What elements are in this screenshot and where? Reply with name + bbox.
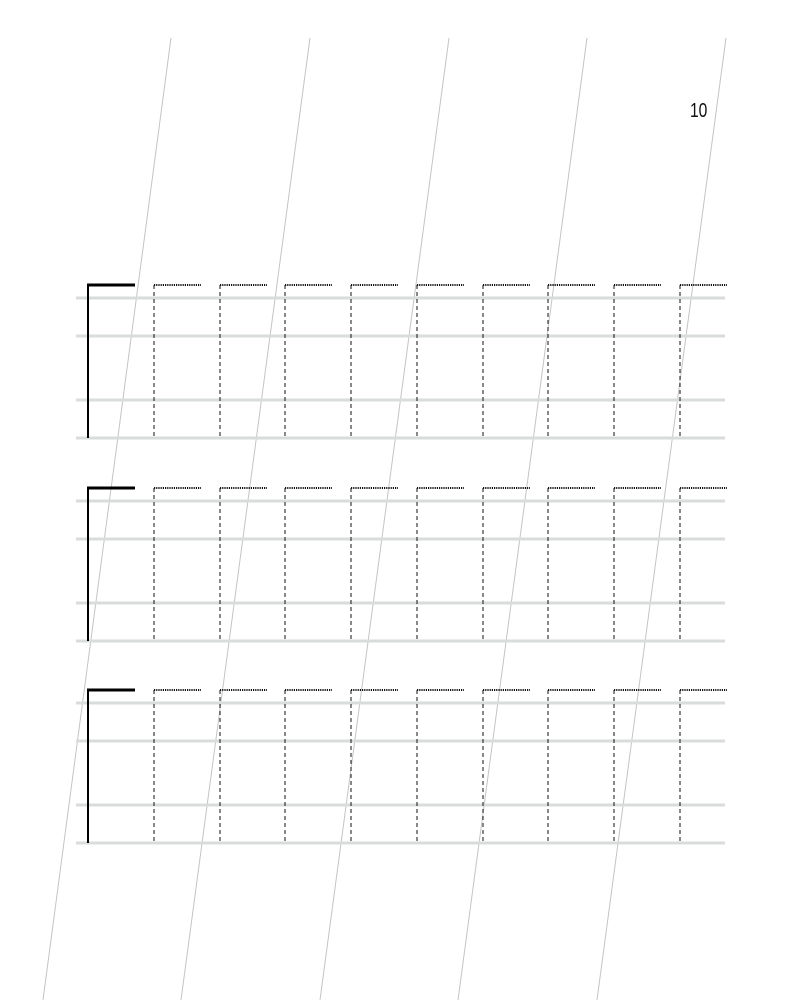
tracing-box	[154, 488, 201, 641]
tracing-box	[285, 285, 332, 438]
tracing-box	[680, 690, 727, 843]
tracing-box	[548, 285, 595, 438]
tracing-box	[351, 690, 398, 843]
tracing-box	[285, 690, 332, 843]
tracing-box	[614, 488, 661, 641]
tracing-box	[220, 285, 267, 438]
tracing-box	[351, 285, 398, 438]
practice-row	[76, 284, 727, 438]
tracing-box	[483, 690, 530, 843]
tracing-box	[417, 488, 464, 641]
tracing-box	[220, 488, 267, 641]
tracing-box	[680, 285, 727, 438]
tracing-box	[154, 690, 201, 843]
tracing-box	[680, 488, 727, 641]
tracing-box	[483, 285, 530, 438]
tracing-box	[483, 488, 530, 641]
practice-row	[76, 487, 727, 641]
tracing-box	[548, 690, 595, 843]
tracing-box	[285, 488, 332, 641]
tracing-box	[548, 488, 595, 641]
practice-row	[76, 689, 727, 843]
tracing-box	[220, 690, 267, 843]
tracing-box	[351, 488, 398, 641]
tracing-box	[614, 285, 661, 438]
tracing-box	[614, 690, 661, 843]
tracing-box	[417, 690, 464, 843]
tracing-box	[154, 285, 201, 438]
tracing-box	[417, 285, 464, 438]
page-number: 10	[690, 100, 708, 122]
